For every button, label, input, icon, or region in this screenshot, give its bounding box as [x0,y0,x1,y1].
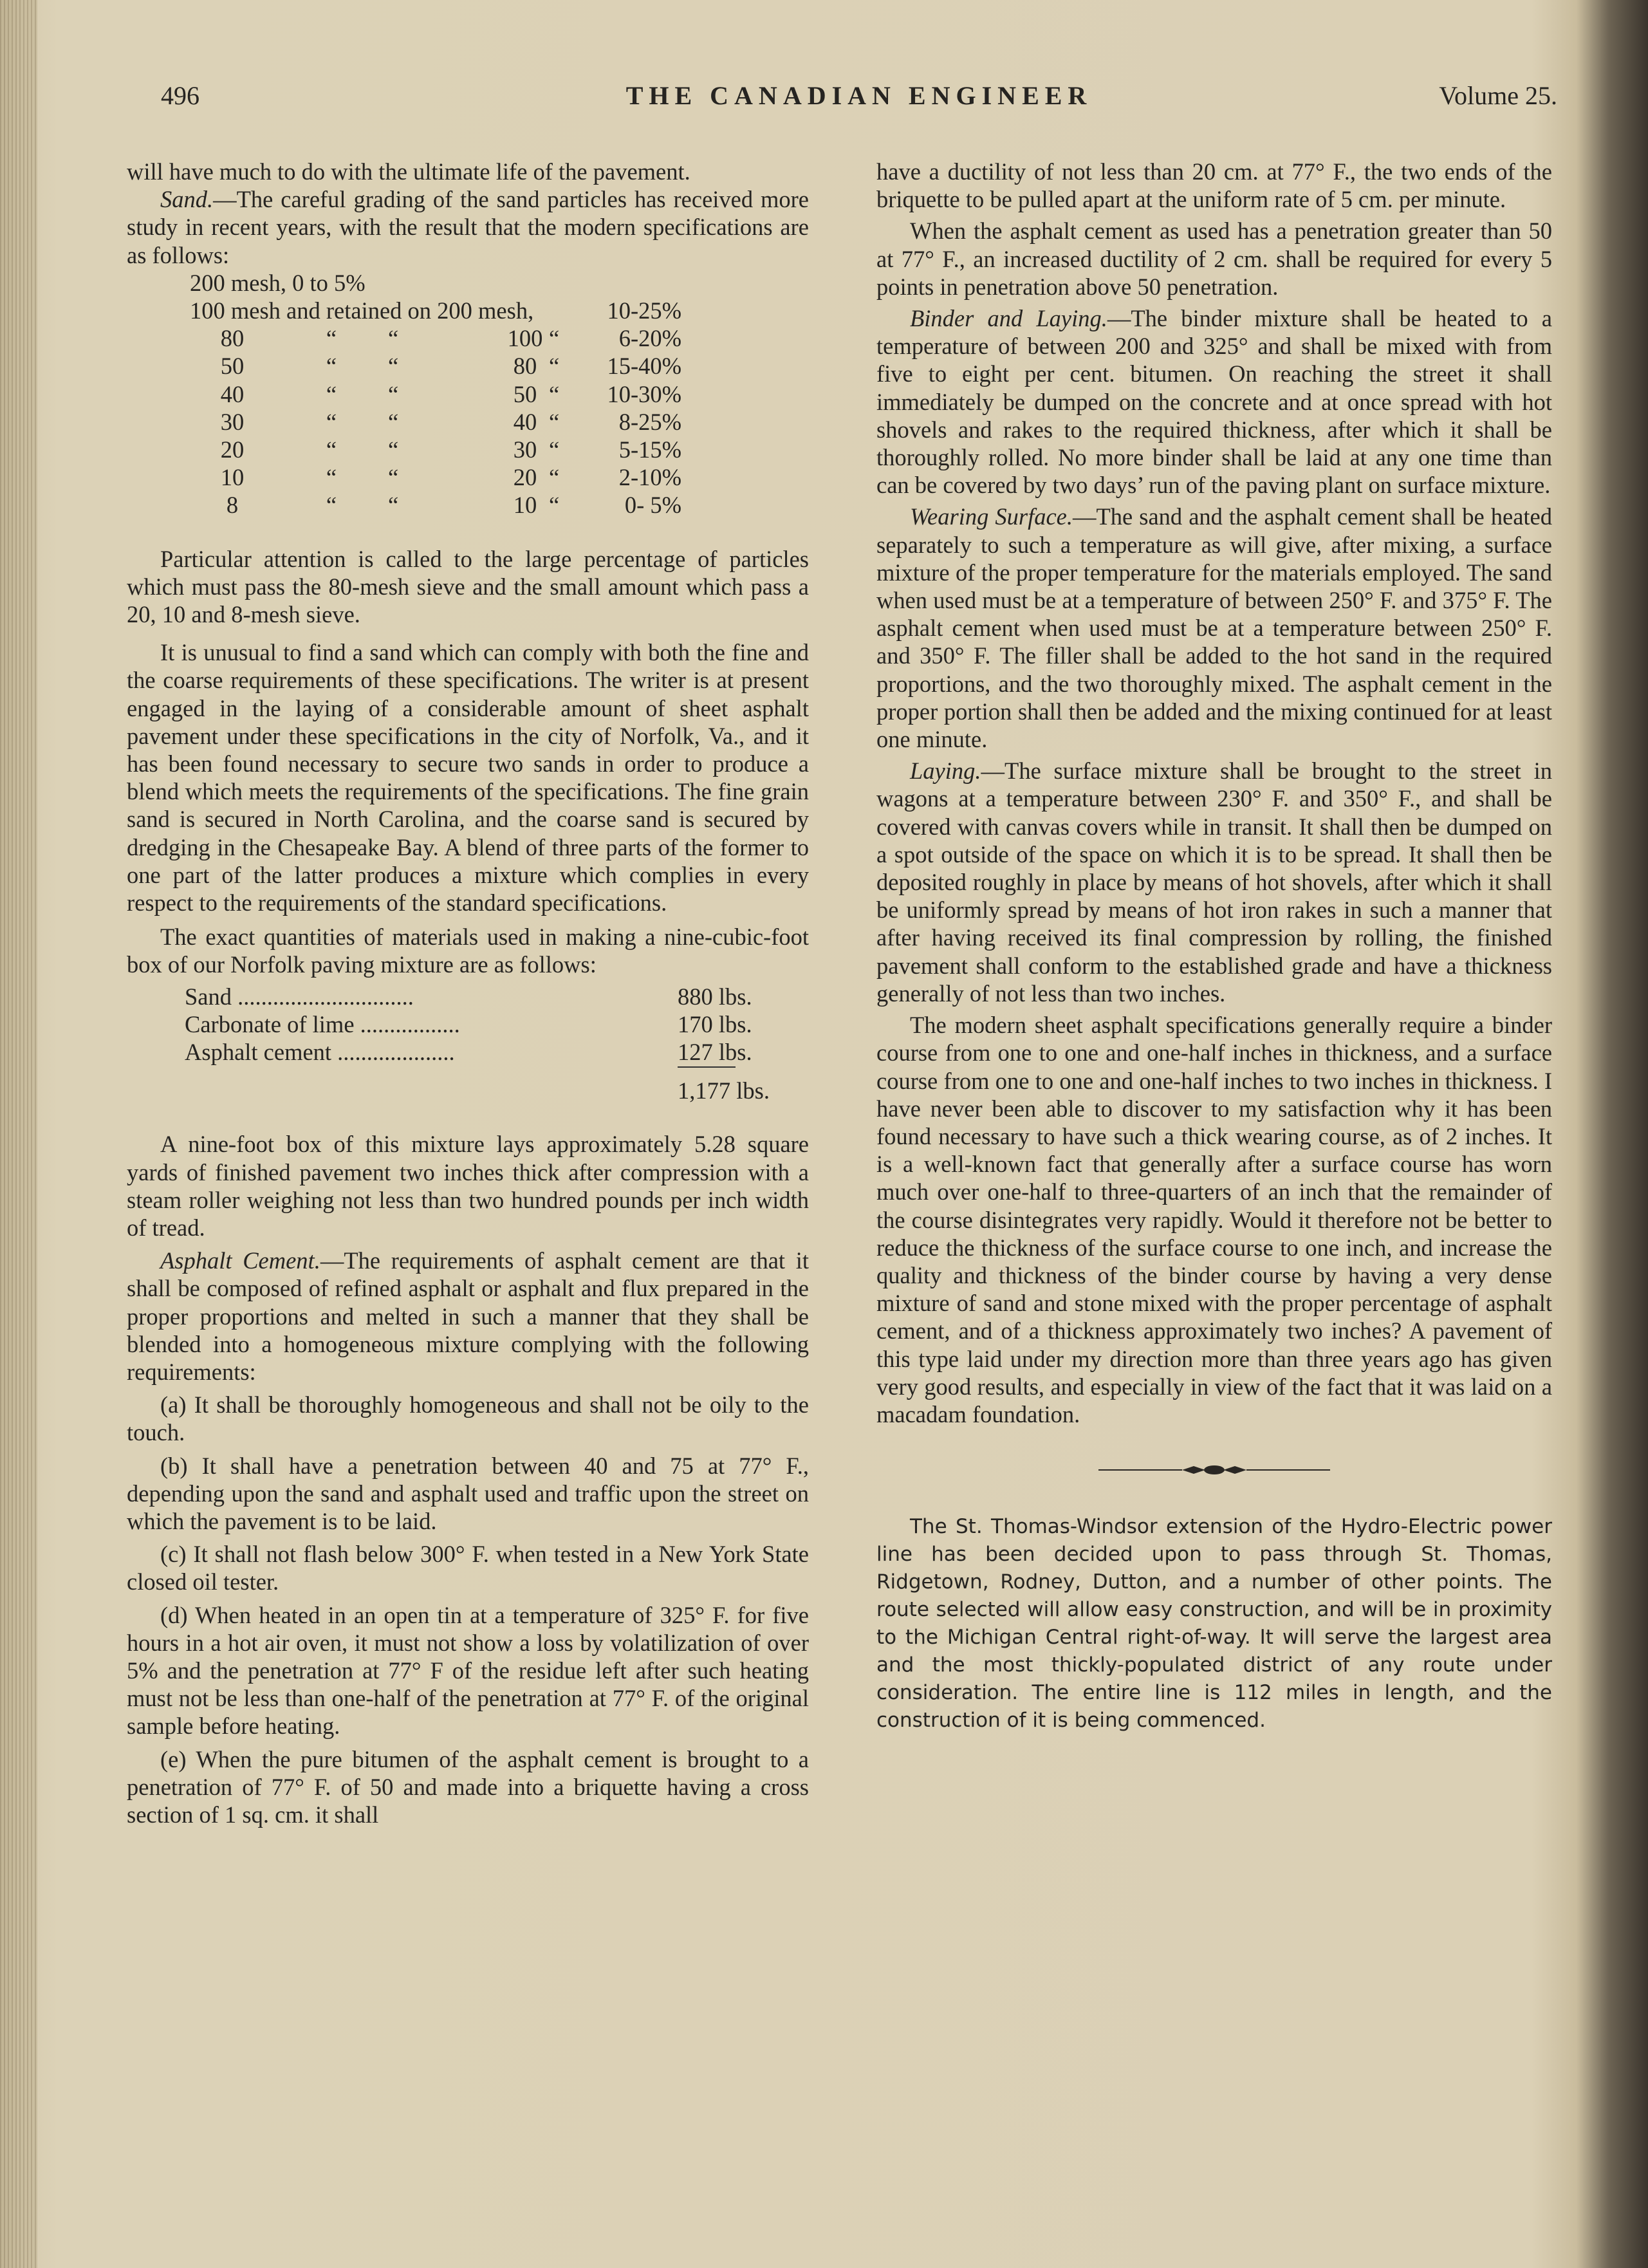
ditto-mark: “ [326,492,337,519]
paragraph-binder [876,304,1552,499]
paragraph-exact-quantities: The exact quantities of materials used in making a nine-cubic-foot box of our Norfolk paving mixture are as follows: [127,924,809,978]
requirement-e: (e) When the pure bitumen of the asphalt cement is brought to a penetration of 77° F. of 50 and made into a briquette having a cross section of 1 sq. cm. it shall [127,1745,809,1828]
ditto-mark: “ [326,353,337,380]
sieve-cell: 10 [513,492,537,519]
wearing-text: —The sand and the asphalt cement shall be heated separately to such a temperature as will give, after mixing, a surface mixture of the proper temperature for the materials employed. The sand when used must be at a temperature of between 250° F. and 375° F. The asphalt cement when used must be at a temperature between 250° F. and 350° F. The filler shall be added to the hot sand in the required proportions, and the two thoroughly mixed. The asphalt cement in the proper portion shall then be added and the mixing continued for at least one minute. [876,503,1552,753]
paragraph-wearing-surface [876,503,1552,753]
sieve-row [190,297,681,324]
ditto-mark: “ [549,353,560,380]
sieve-cell: 100 mesh and retained on 200 mesh, [190,297,534,324]
sieve-percent: 2-10% [618,464,681,491]
mixture-label: Sand .............................. [185,983,414,1010]
sieve-cell: 20 [220,436,245,463]
paragraph-unusual: It is unusual to find a sand which can comply with both the fine and the coarse requirements of these specifications. The writer is at present engaged in the laying of a considerable amount of sheet asphalt pavement under these specifications in the city of Norfolk, Va., and it has been found necessary to secure two sands in order to produce a blend which meets the requirements of the specifications. The fine grain sand is secured in North Carolina, and the coarse sand is secured by dredging in the Chesapeake Bay. A blend of three parts of the former to one part of the latter produces a mixture which complies in every respect to the requirements of the standard specifications. [127,639,809,916]
ditto-mark: “ [388,492,399,519]
journal-title: THE CANADIAN ENGINEER [625,81,1093,110]
sieve-percent: 10-30% [607,380,681,407]
requirement-a: (a) It shall be thoroughly homogeneous and shall not be oily to the touch. [127,1391,809,1446]
sieve-percent: 10-25% [607,297,681,324]
sieve-cell: 20 [513,464,537,491]
binding-edge [0,0,37,2268]
paragraph-nine-foot-box: A nine-foot box of this mixture lays approximately 5.28 square yards of finished pavement two inches thick after compression with a steam roller weighing not less than two hundred pounds per inch width of tread. [127,1131,809,1241]
ditto-mark: “ [549,325,560,352]
sieve-row [190,491,681,519]
sieve-cell: 10 [220,464,245,491]
sieve-percent: 5-15% [618,436,681,463]
news-note [876,1513,1552,1734]
ditto-mark: “ [326,436,337,463]
asphalt-text: —The requirements of asphalt cement are that it shall be composed of refined asphalt or asphalt and flux prepared in the proper proportions and melted in such a manner that they shall be blended into a homogeneous mixture complying with the following requirements: [127,1247,810,1385]
sieve-cell: 30 [220,408,245,435]
left-column [127,158,809,1828]
asphalt-heading: Asphalt Cement. [160,1247,320,1274]
mixture-row [185,1010,787,1038]
ditto-mark: “ [388,353,399,380]
ditto-mark: “ [388,436,399,463]
sieve-percent: 0- 5% [624,492,681,519]
binder-heading: Binder and Laying. [910,305,1107,332]
sieve-cell: 80 [513,353,537,380]
ditto-mark: “ [549,464,560,491]
mixture-row [185,983,787,1010]
sand-text: —The careful grading of the sand particles has received more study in recent years, with the result that the modern specifications are as follows: [127,186,809,268]
paragraph-sand [127,185,809,269]
sieve-percent: 15-40% [607,353,681,380]
mixture-total: 1,177 lbs. [678,1077,770,1104]
ditto-mark: “ [549,492,560,519]
ditto-mark: “ [388,408,399,435]
sieve-cell: 100 [507,325,543,352]
paragraph-ductility: have a ductility of not less than 20 cm. at 77° F., the two ends of the briquette to be pulled apart at the uniform rate of 5 cm. per minute. [876,158,1552,213]
sand-heading: Sand. [160,186,214,213]
ditto-mark: “ [549,436,560,463]
sieve-cell: 30 [513,436,537,463]
mixture-total-row [185,1066,787,1104]
hydro-electric-note: The St. Thomas-Windsor extension of the Hydro-Electric power line has been decided upon to pass through St. Thomas, Ridgetown, Rodney, Dutton, and a number of other points. The route selected will allow easy construction, and will be in proximity to the Michigan Central right-of-way. It will serve the largest area and the most thickly-populated district of any route under consideration. The entire line is 112 miles in length, and the construction of it is being commenced. [876,1515,1552,1733]
sieve-row [190,408,681,436]
paragraph-particular: Particular attention is called to the large percentage of particles which must pass the 80-mesh sieve and the small amount which pass a 20, 10 and 8-mesh sieve. [127,545,809,628]
laying-text: —The surface mixture shall be brought to the street in wagons at a temperature between 230° F. and 350° F., and shall be covered with canvas covers while in transit. It shall then be dumped on a spot outside of the space on which it is to be spread. It shall then be deposited roughly in place by means of hot shovels, after which it shall be uniformly spread by means of hot iron rakes in such a manner that after having received its final compression by rolling, the finished pavement shall conform to the established grade and have a thickness generally of not less than two inches. [876,758,1552,1007]
divider-ornament-icon [1098,1460,1330,1480]
ditto-mark: “ [326,464,337,491]
sieve-cell: 50 [220,353,245,380]
page-header [161,80,1557,119]
ditto-mark: “ [388,380,399,407]
requirement-b: (b) It shall have a penetration between 40 and 75 at 77° F., depending upon the sand and asphalt used and traffic upon the street on which the pavement is to be laid. [127,1452,809,1534]
sieve-percent: 8-25% [618,408,681,435]
sieve-row [190,269,681,297]
sieve-cell: 40 [513,408,537,435]
mixture-label: Asphalt cement .................... [185,1039,455,1066]
sieve-row [190,380,681,408]
sieve-cell: 80 [220,325,245,352]
mixture-table [185,983,787,1105]
paragraph-penetration: When the asphalt cement as used has a penetration greater than 50 at 77° F., an increased ductility of 2 cm. shall be required for every 5 points in penetration above 50 penetration. [876,218,1552,300]
requirement-d: (d) When heated in an open tin at a temperature of 325° F. for five hours in a hot air oven, it must not show a loss by volatilization of over 5% and the penetration at 77° F of the residue left after such heating must not be less than one-half of the penetration at 77° F. of the original sample before heating. [127,1601,809,1740]
ditto-mark: “ [326,380,337,407]
ditto-mark: “ [388,325,399,352]
mixture-label: Carbonate of lime ................. [185,1010,460,1037]
ditto-mark: “ [326,325,337,352]
binder-text: —The binder mixture shall be heated to a temperature of between 200 and 325° and shall be mixed with from five to eight per cent. bitumen. On reaching the street it shall immediately be dumped on the concrete and at once spread with hot shovels and rakes to the required thickness, after which it shall be thoroughly rolled. No more binder shall be laid at any one time than can be covered by two days’ run of the paving plant on surface mixture. [876,305,1553,499]
paragraph-modern-specs: The modern sheet asphalt specifications generally require a binder course from one to one and one-half inches in thickness, and a surface course from one to one and one-half inches to two inches in thickness. I have never been able to discover to my satisfaction why it has been found necessary to have such a thick wearing course, as of 2 inches. It is a well-known fact that generally after a surface course has worn much over one-half to three-quarters of an inch that the remainder of the course disintegrates very rapidly. Would it therefore not be better to reduce the thickness of the surface course to one inch, and increase the quality and thickness of the binder course by having a very dense mixture of sand and stone mixed with the proper percentage of asphalt cement, and of a thickness approximately two inches? A pavement of this type laid under my direction more than three years ago has given very good results, and especially in view of the fact that it was laid on a macadam foundation. [876,1012,1552,1427]
wearing-heading: Wearing Surface. [910,503,1073,530]
page-number: 496 [161,81,199,110]
sieve-cell: 50 [513,380,537,407]
laying-heading: Laying. [910,758,981,785]
sum-rule [678,1066,736,1068]
volume-label: Volume 25. [1439,81,1557,110]
sieve-percent: 6-20% [618,325,681,352]
mixture-row [185,1038,787,1066]
sieve-row [190,352,681,380]
ditto-mark: “ [326,408,337,435]
sieve-row [190,324,681,352]
sieve-first-row: 200 mesh, 0 to 5% [190,269,366,296]
ditto-mark: “ [549,408,560,435]
sieve-table [190,269,681,519]
ditto-mark: “ [549,380,560,407]
section-ornament [876,1458,1552,1483]
paragraph-continued: will have much to do with the ultimate life of the pavement. [127,158,690,185]
requirement-c: (c) It shall not flash below 300° F. when tested in a New York State closed oil tester. [127,1541,809,1595]
mixture-weight: 880 lbs. [678,983,752,1010]
sieve-row [190,463,681,491]
right-column [876,158,1552,1734]
paragraph-laying [876,757,1552,1007]
mixture-weight: 127 lbs. [678,1039,752,1066]
paragraph-asphalt-cement [127,1247,809,1386]
ditto-mark: “ [388,464,399,491]
sieve-cell: 8 [226,492,239,519]
mixture-weight: 170 lbs. [678,1010,752,1037]
sieve-row [190,436,681,463]
sieve-cell: 40 [220,380,245,407]
